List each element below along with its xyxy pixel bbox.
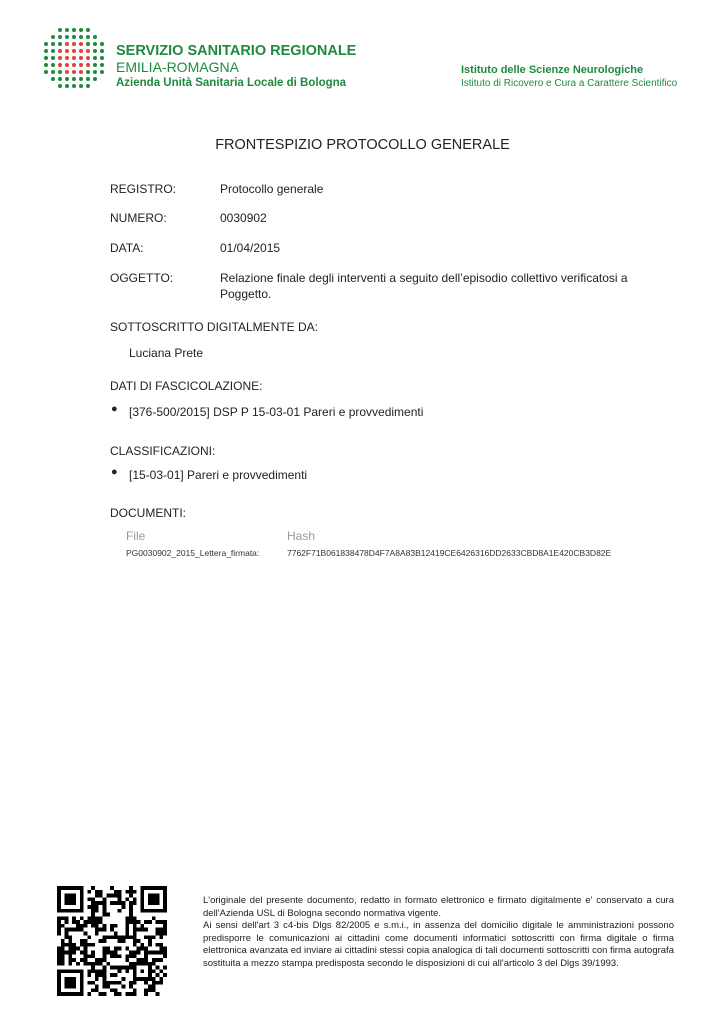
classificazioni-label: CLASSIFICAZIONI: (110, 444, 216, 458)
org-line-2: EMILIA-ROMAGNA (116, 59, 239, 75)
organization-name (116, 43, 356, 91)
fascicolazione-item: [376-500/2015] DSP P 15-03-01 Pareri e provvedimenti (129, 405, 424, 419)
classificazione-item: [15-03-01] Pareri e provvedimenti (129, 468, 308, 482)
legal-footer (203, 895, 674, 970)
document-title: FRONTESPIZIO PROTOCOLLO GENERALE (215, 137, 510, 153)
signer-name: Luciana Prete (129, 346, 204, 360)
numero-value: 0030902 (220, 211, 267, 225)
org-line-1: SERVIZIO SANITARIO REGIONALE (116, 43, 357, 59)
institute-line-2: Istituto di Ricovero e Cura a Carattere Scientifico (461, 78, 678, 89)
institute-line-1: Istituto delle Scienze Neurologiche (461, 64, 644, 76)
data-value: 01/04/2015 (220, 241, 281, 255)
signed-label: SOTTOSCRITTO DIGITALMENTE DA: (110, 320, 319, 334)
registro-value: Protocollo generale (220, 182, 324, 196)
qr-code-icon (57, 886, 167, 996)
institute-name (461, 64, 677, 90)
oggetto-value: Relazione finale degli interventi a seguito dell’episodio collettivo verificatosi a Poggetto. (220, 271, 628, 301)
documenti-label: DOCUMENTI: (110, 506, 186, 520)
data-label: DATA: (110, 241, 144, 255)
registro-label: REGISTRO: (110, 182, 177, 196)
org-line-3: Azienda Unità Sanitaria Locale di Bologna (116, 77, 347, 89)
column-header-file: File (126, 529, 146, 543)
bullet-icon: ● (111, 403, 118, 415)
bullet-icon: ● (111, 466, 118, 478)
ausl-logo-icon (43, 27, 105, 89)
numero-label: NUMERO: (110, 211, 167, 225)
column-header-hash: Hash (287, 529, 316, 543)
fascicolazione-label: DATI DI FASCICOLAZIONE: (110, 379, 263, 393)
footer-paragraph: Ai sensi dell'art 3 c4-bis Dlgs 82/2005 e s.m.i., in assenza del domicilio digitale le amministrazioni possono predisporre le comunicazioni ai cittadini come documenti informatici sottoscritti con firma digitale o firma elettronica avanzata ed inviare ai cittadini stessi copia analogica di tali documenti sottoscritti con firma autografa sostituita a mezzo stampa predisposta secondo le disposizioni di cui all'articolo 3 del Dlgs 39/1993. (203, 920, 674, 969)
oggetto-label: OGGETTO: (110, 271, 174, 285)
footer-paragraph: L'originale del presente documento, redatto in formato elettronico e firmato digitalmente e' conservato a cura dell'Azienda USL di Bologna secondo normativa vigente. (203, 895, 674, 919)
document-file-name: PG0030902_2015_Lettera_firmata: (126, 548, 260, 558)
document-hash: 7762F71B061838478D4F7A8A83B12419CE6426316DD2633CBD8A1E420CB3D82E (287, 548, 612, 558)
